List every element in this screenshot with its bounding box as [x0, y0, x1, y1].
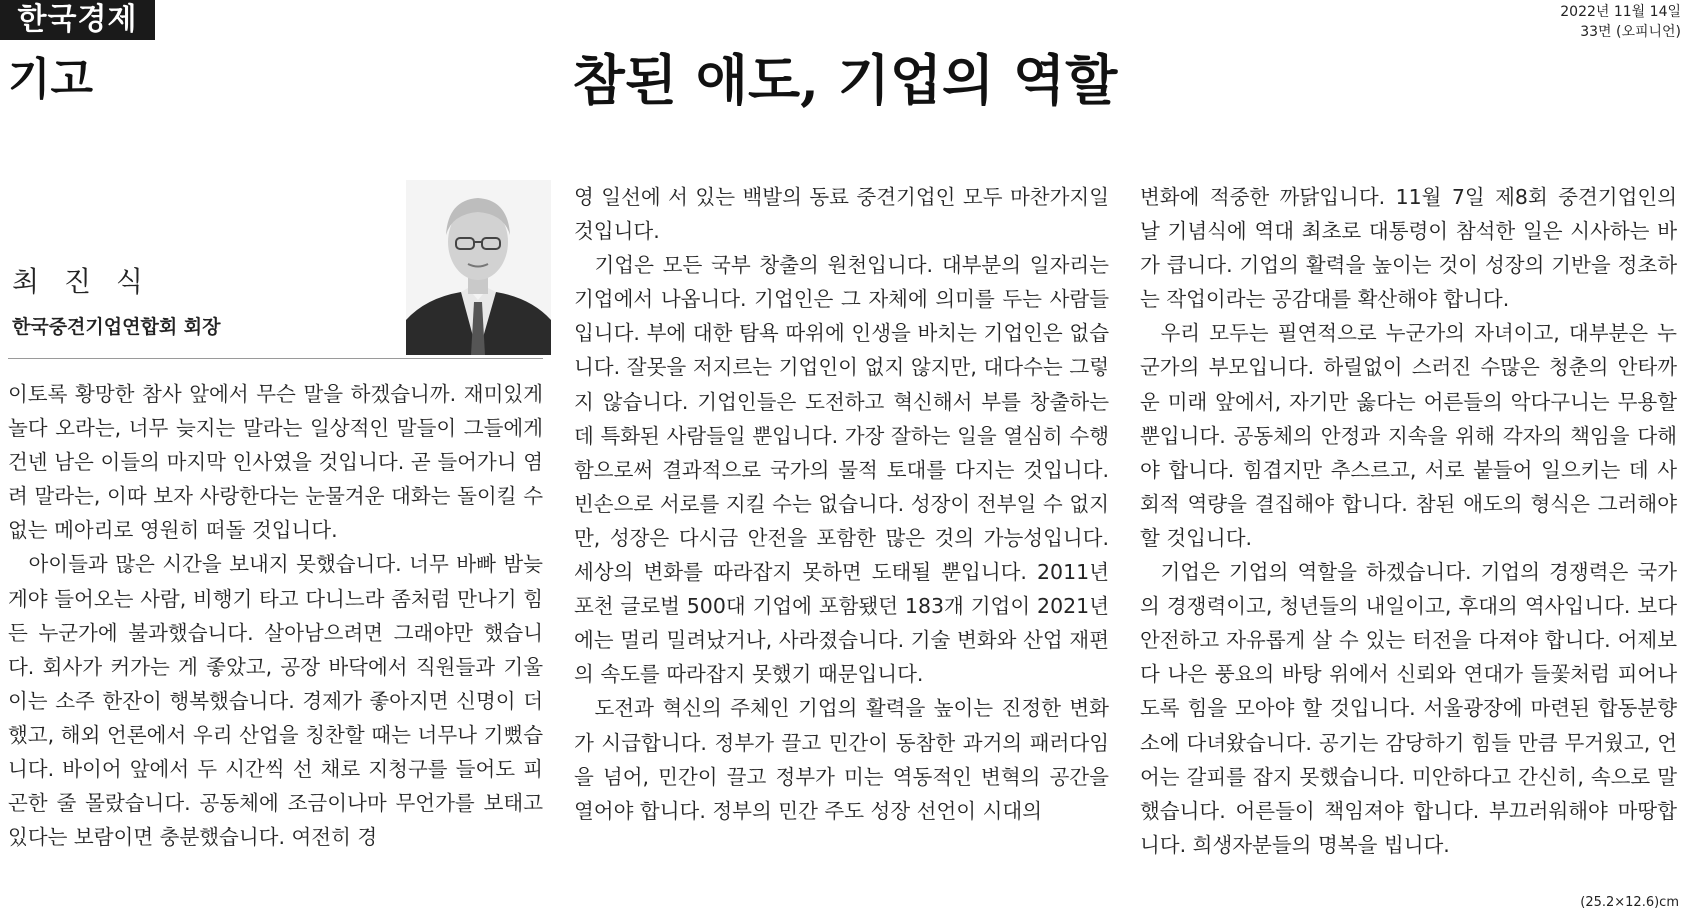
paragraph: 기업은 모든 국부 창출의 원천입니다. 대부분의 일자리는 기업에서 나옵니다. 기업인은 그 자체에 의미를 두는 사람들입니다. 부에 대한 탐욕 따위에 인생을 바치는 기업인은 없습니다. 잘못을 저지르는 기업인이 없지 않지만, 대다수는 그렇지 않습니다. 기업인들은 도전하고 혁신해서 부를 창출하는 데 특화된 사람들일 뿐입니다. 가장 잘하는 일을 열심히 수행함으로써 결과적으로 국가의 물적 토대를 다지는 것입니다. 빈손으로 서로를 지킬 수는 없습니다. 성장이 전부일 수 없지만, 성장은 다시금 안전을 포함한 많은 것의 가능성입니다. 세상의 변화를 따라잡지 못하면 도태될 뿐입니다. 2011년 포천 글로벌 500대 기업에 포함됐던 183개 기업이 2021년에는 멀리 밀려났거나, 사라졌습니다. 기술 변화와 산업 재편의 속도를 따라잡지 못했기 때문입니다. [574, 253, 1109, 687]
article-headline: 참된 애도, 기업의 역할 [572, 48, 1118, 112]
paragraph: 이토록 황망한 참사 앞에서 무슨 말을 하겠습니까. 재미있게 놀다 오라는, 너무 늦지는 말라는 일상적인 말들이 그들에게 건넨 남은 이들의 마지막 인사였을 것입니다. 곧 들어가니 염려 말라는, 이따 보자 사랑한다는 눈물겨운 대화는 돌이킬 수 없는 메아리로 영원히 떠돌 것입니다. [8, 382, 543, 543]
article-column-2 [574, 180, 1109, 828]
author-divider [8, 358, 543, 359]
clipping-size: (25.2×12.6)cm [1580, 895, 1679, 910]
newspaper-masthead: 한국경제 [0, 0, 155, 40]
author-title: 한국중견기업연합회 회장 [12, 316, 221, 338]
paragraph: 변화에 적중한 까닭입니다. 11월 7일 제8회 중견기업인의 날 기념식에 역대 최초로 대통령이 참석한 일은 시사하는 바가 큽니다. 기업의 활력을 높이는 것이 성장의 기반을 정초하는 작업이라는 공감대를 확산해야 합니다. [1140, 185, 1677, 312]
paragraph: 우리 모두는 필연적으로 누군가의 자녀이고, 대부분은 누군가의 부모입니다. 하릴없이 스러진 수많은 청춘의 안타까운 미래 앞에서, 자기만 옳다는 어른들의 악다구니는 무용할 뿐입니다. 공동체의 안정과 지속을 위해 각자의 책임을 다해야 합니다. 힘겹지만 추스르고, 서로 붙들어 일으키는 데 사회적 역량을 결집해야 합니다. 참된 애도의 형식은 그러해야 할 것입니다. [1140, 321, 1677, 550]
paragraph: 도전과 혁신의 주체인 기업의 활력을 높이는 진정한 변화가 시급합니다. 정부가 끌고 민간이 동참한 과거의 패러다임을 넘어, 민간이 끌고 정부가 미는 역동적인 변혁의 공간을 열어야 합니다. 정부의 민간 주도 성장 선언이 시대의 [574, 696, 1109, 823]
publication-meta [1560, 2, 1681, 42]
paragraph: 기업은 기업의 역할을 하겠습니다. 기업의 경쟁력은 국가의 경쟁력이고, 청년들의 내일이고, 후대의 역사입니다. 보다 안전하고 자유롭게 살 수 있는 터전을 다져야 합니다. 어제보다 나은 풍요의 바탕 위에서 신뢰와 연대가 들꽃처럼 피어나도록 힘을 모아야 할 것입니다. 서울광장에 마련된 합동분향소에 다녀왔습니다. 공기는 감당하기 힘들 만큼 무거웠고, 언어는 갈피를 잡지 못했습니다. 미안하다고 간신히, 속으로 말했습니다. 어른들이 책임져야 합니다. 부끄러워해야 마땅합니다. 희생자분들의 명복을 빕니다. [1140, 560, 1677, 857]
publication-date: 2022년 11월 14일 [1560, 4, 1681, 20]
author-name: 최 진 식 [12, 265, 151, 298]
article-column-1 [8, 377, 543, 854]
paragraph: 아이들과 많은 시간을 보내지 못했습니다. 너무 바빠 밤늦게야 들어오는 사람, 비행기 타고 다니느라 좀처럼 만나기 힘든 누군가에 불과했습니다. 살아남으려면 그래야만 했습니다. 회사가 커가는 게 좋았고, 공장 바닥에서 직원들과 기울이는 소주 한잔이 행복했습니다. 경제가 좋아지면 신명이 더했고, 해외 언론에서 우리 산업을 칭찬할 때는 너무나 기뻤습니다. 바이어 앞에서 두 시간씩 선 채로 지청구를 들어도 피곤한 줄 몰랐습니다. 공동체에 조금이나마 무언가를 보태고 있다는 보람이면 충분했습니다. 여전히 경 [8, 552, 543, 850]
article-column-3 [1140, 180, 1677, 862]
author-box [8, 180, 543, 355]
section-label: 기고 [8, 54, 94, 105]
paragraph: 영 일선에 서 있는 백발의 동료 중견기업인 모두 마찬가지일 것입니다. [574, 185, 1109, 244]
page-section: 33면 (오피니언) [1580, 24, 1681, 40]
author-portrait [406, 180, 551, 355]
